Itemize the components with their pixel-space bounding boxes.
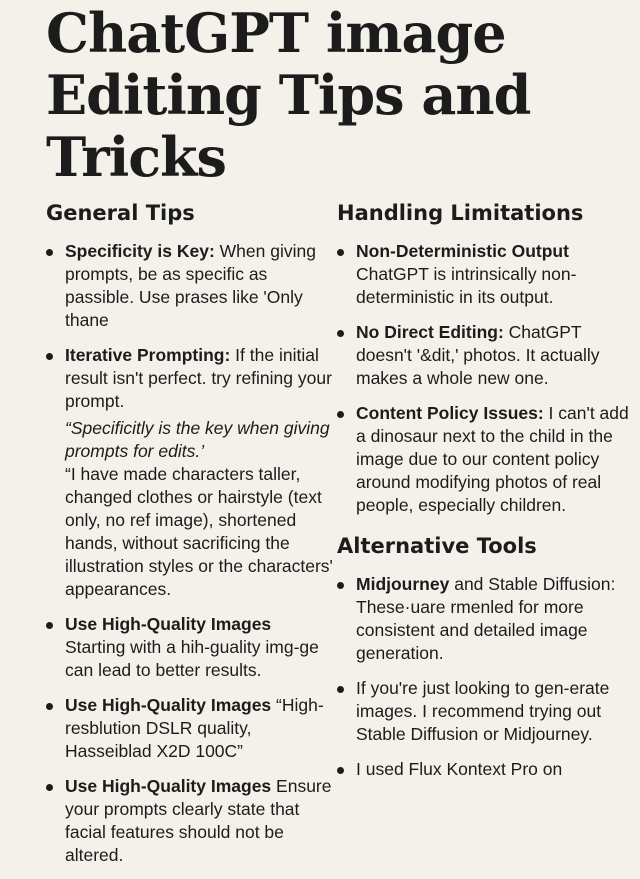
item-text: When giving prompts, be as specific as passible. Use prases like 'Only thane xyxy=(65,241,316,330)
item-title: Non-Deterministic Output xyxy=(356,241,569,261)
general-tips-column xyxy=(46,200,336,879)
list-item xyxy=(337,573,637,665)
list-item xyxy=(46,344,336,601)
list-item xyxy=(337,321,637,390)
item-text: If the initial result isn't perfect. try refining your prompt. xyxy=(65,345,332,411)
item-text: ChatGPT is intrinsically non-deterministic in its output. xyxy=(356,264,577,307)
item-text: and Stable Diffusion: These·uare rmenled for more consistent and detailed image generation. xyxy=(356,574,616,663)
item-text: Ensure your prompts clearly state that facial features should not be altered. xyxy=(65,776,332,865)
item-title: Use High-Quality Images xyxy=(65,776,272,796)
item-text: Starting with a hih-guality img-ge can lead to better results. xyxy=(65,637,319,680)
limitations-list xyxy=(337,240,637,517)
list-item xyxy=(337,758,637,781)
item-text: If you're just looking to gen-erate images. I recommend trying out Stable Diffusion or Midjourney. xyxy=(356,678,610,744)
item-title: Specificity is Key: xyxy=(65,241,215,261)
item-quote: “Specificitly is the key when giving prompts for edits.’ xyxy=(65,418,330,461)
list-item xyxy=(46,613,336,682)
item-text: ChatGPT doesn't '&dit,' photos. It actually makes a whole new one. xyxy=(356,322,600,388)
title-line-2: Editing Tips and xyxy=(46,63,531,127)
title-line-3: Tricks xyxy=(46,125,226,189)
item-extra: “I have made characters taller, changed clothes or hairstyle (text only, no ref image), shortened hands, without sacrificing the illustration styles or the characters' appearances. xyxy=(65,464,333,599)
item-title: Use High-Quality Images xyxy=(65,614,272,634)
general-tips-heading: General Tips xyxy=(46,201,195,225)
item-title: Content Policy Issues: xyxy=(356,403,544,423)
item-title: Iterative Prompting: xyxy=(65,345,231,365)
item-text: I used Flux Kontext Pro on xyxy=(356,759,563,779)
title-line-1: ChatGPT image xyxy=(46,1,506,65)
item-text: “High-resblution DSLR quality, Hasseiblad X2D 100C” xyxy=(65,695,324,761)
list-item xyxy=(337,402,637,517)
list-item xyxy=(337,240,637,309)
general-tips-list xyxy=(46,240,336,867)
list-item xyxy=(46,240,336,332)
item-text: I can't add a dinosaur next to the child in the image due to our content policy around modifying photos of real people, especially children. xyxy=(356,403,629,515)
limitations-column xyxy=(337,200,637,793)
item-title: No Direct Editing: xyxy=(356,322,504,342)
alternative-tools-heading: Alternative Tools xyxy=(337,534,537,558)
limitations-heading: Handling Limitations xyxy=(337,201,584,225)
list-item xyxy=(46,694,336,763)
alternative-tools-list xyxy=(337,573,637,781)
item-title: Use High-Quality Images xyxy=(65,695,272,715)
list-item xyxy=(46,775,336,867)
item-title: Midjourney xyxy=(356,574,450,594)
page-title xyxy=(46,2,636,188)
list-item xyxy=(337,677,637,746)
